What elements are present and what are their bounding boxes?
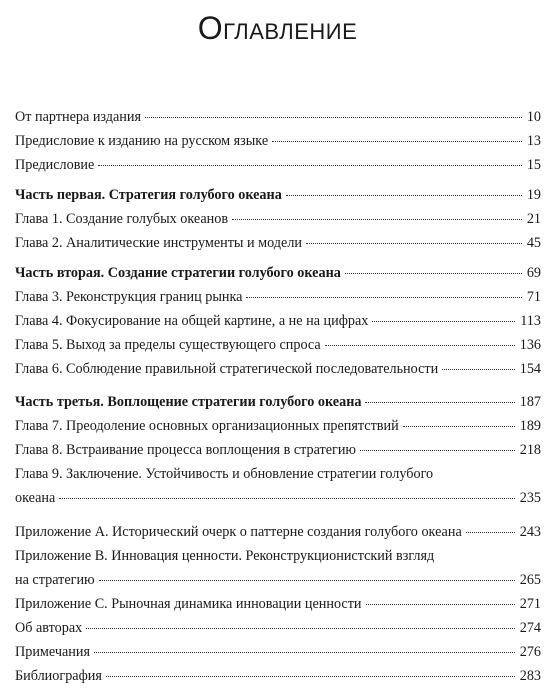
- toc-entry-part-2[interactable]: [15, 265, 541, 282]
- toc-entry-page: 19: [526, 187, 541, 203]
- toc-entry-label: Приложение А. Исторический очерк о паттерне создания голубого океана: [15, 524, 462, 540]
- leader-dots: [232, 219, 522, 220]
- toc-entry-page: 265: [519, 572, 541, 588]
- toc-entry-label: Глава 6. Соблюдение правильной стратегической последовательности: [15, 361, 439, 377]
- leader-dots: [286, 195, 522, 196]
- toc-entry-page: 235: [519, 490, 541, 506]
- leader-dots: [403, 426, 515, 427]
- toc-entry-chapter-3[interactable]: [15, 289, 541, 306]
- toc-entry-label: Приложение С. Рыночная динамика инновации ценности: [15, 596, 362, 612]
- toc-entry-page: 15: [526, 157, 541, 173]
- toc-entry-page: 10: [526, 109, 541, 125]
- toc-entry-chapter-1[interactable]: [15, 211, 541, 228]
- leader-dots: [86, 628, 514, 629]
- toc-entry-page: 154: [519, 361, 541, 377]
- toc-entry-label: Об авторах: [15, 620, 83, 636]
- toc-entry-preface[interactable]: [15, 157, 541, 174]
- toc-entry-notes[interactable]: [15, 644, 541, 661]
- toc-entry-appendix-a[interactable]: [15, 524, 541, 541]
- toc-entry-about-authors[interactable]: [15, 620, 541, 637]
- toc-entry-page: 71: [526, 289, 541, 305]
- toc-entry-chapter-7[interactable]: [15, 418, 541, 435]
- toc-entry-page: 283: [519, 668, 541, 684]
- toc-entry-label: Глава 7. Преодоление основных организационных препятствий: [15, 418, 399, 434]
- toc-entry-page: 187: [519, 394, 541, 410]
- page-title: Оглавление: [197, 10, 358, 46]
- toc-entry-page: 21: [526, 211, 541, 227]
- toc-entry-chapter-6[interactable]: [15, 361, 541, 378]
- toc-entry-page: 69: [526, 265, 541, 281]
- toc-entry-page: 45: [526, 235, 541, 251]
- leader-dots: [365, 402, 514, 403]
- toc-entry-label: Библиография: [15, 668, 102, 684]
- toc-entry-page: 136: [519, 337, 541, 353]
- toc-entry-first-line: Глава 9. Заключение. Устойчивость и обновление стратегии голубого: [15, 466, 434, 482]
- leader-dots: [372, 321, 515, 322]
- toc-entry-appendix-c[interactable]: [15, 596, 541, 613]
- toc-entry-page: 274: [519, 620, 541, 636]
- toc-entry-page: 271: [519, 596, 541, 612]
- leader-dots: [59, 498, 514, 499]
- leader-dots: [106, 676, 515, 677]
- toc-entry-page: 13: [526, 133, 541, 149]
- leader-dots: [306, 243, 522, 244]
- leader-dots: [325, 345, 515, 346]
- toc-entry-chapter-8[interactable]: [15, 442, 541, 459]
- toc-entry-bibliography[interactable]: [15, 668, 541, 685]
- toc-entry-label: Глава 5. Выход за пределы существующего спроса: [15, 337, 321, 353]
- toc-entry-russian-preface[interactable]: [15, 133, 541, 150]
- leader-dots: [145, 117, 522, 118]
- toc-entry-label: Глава 3. Реконструкция границ рынка: [15, 289, 243, 305]
- toc-entry-label: Предисловие к изданию на русском языке: [15, 133, 269, 149]
- toc-entry-page: 218: [519, 442, 541, 458]
- toc-entry-part-3[interactable]: [15, 394, 541, 411]
- leader-dots: [272, 141, 522, 142]
- toc-entry-part-1[interactable]: [15, 187, 541, 204]
- toc-entry-label: на стратегию: [15, 572, 95, 588]
- toc-entry-label: Часть первая. Стратегия голубого океана: [15, 187, 282, 203]
- toc-entry-partner[interactable]: [15, 109, 541, 126]
- toc-entry-label: Предисловие: [15, 157, 95, 173]
- toc-entry-chapter-2[interactable]: [15, 235, 541, 252]
- toc-entry-label: Глава 2. Аналитические инструменты и модели: [15, 235, 302, 251]
- leader-dots: [345, 273, 522, 274]
- toc-entry-label: Глава 1. Создание голубых океанов: [15, 211, 229, 227]
- leader-dots: [466, 532, 515, 533]
- toc-entry-first-line: Приложение В. Инновация ценности. Реконструкционистский взгляд: [15, 548, 435, 564]
- leader-dots: [360, 450, 515, 451]
- toc-entry-page: 276: [519, 644, 541, 660]
- toc-entry-appendix-b[interactable]: [15, 548, 541, 589]
- leader-dots: [246, 297, 521, 298]
- toc-entry-chapter-5[interactable]: [15, 337, 541, 354]
- leader-dots: [366, 604, 515, 605]
- toc-entry-label: Глава 8. Встраивание процесса воплощения в стратегию: [15, 442, 357, 458]
- toc-entry-page: 243: [519, 524, 541, 540]
- toc-entry-label: От партнера издания: [15, 109, 141, 125]
- toc-entry-page: 189: [519, 418, 541, 434]
- toc-entry-label: Глава 4. Фокусирование на общей картине, а не на цифрах: [15, 313, 369, 329]
- toc-entry-label: океана: [15, 490, 56, 506]
- leader-dots: [94, 652, 515, 653]
- toc-entry-chapter-4[interactable]: [15, 313, 541, 330]
- leader-dots: [98, 165, 521, 166]
- toc-entry-label: Часть вторая. Создание стратегии голубого океана: [15, 265, 341, 281]
- leader-dots: [442, 369, 515, 370]
- leader-dots: [99, 580, 515, 581]
- toc-entry-chapter-9[interactable]: [15, 466, 541, 507]
- toc-entry-label: Примечания: [15, 644, 90, 660]
- toc-entry-label: Часть третья. Воплощение стратегии голубого океана: [15, 394, 362, 410]
- toc-entry-page: 113: [520, 313, 541, 329]
